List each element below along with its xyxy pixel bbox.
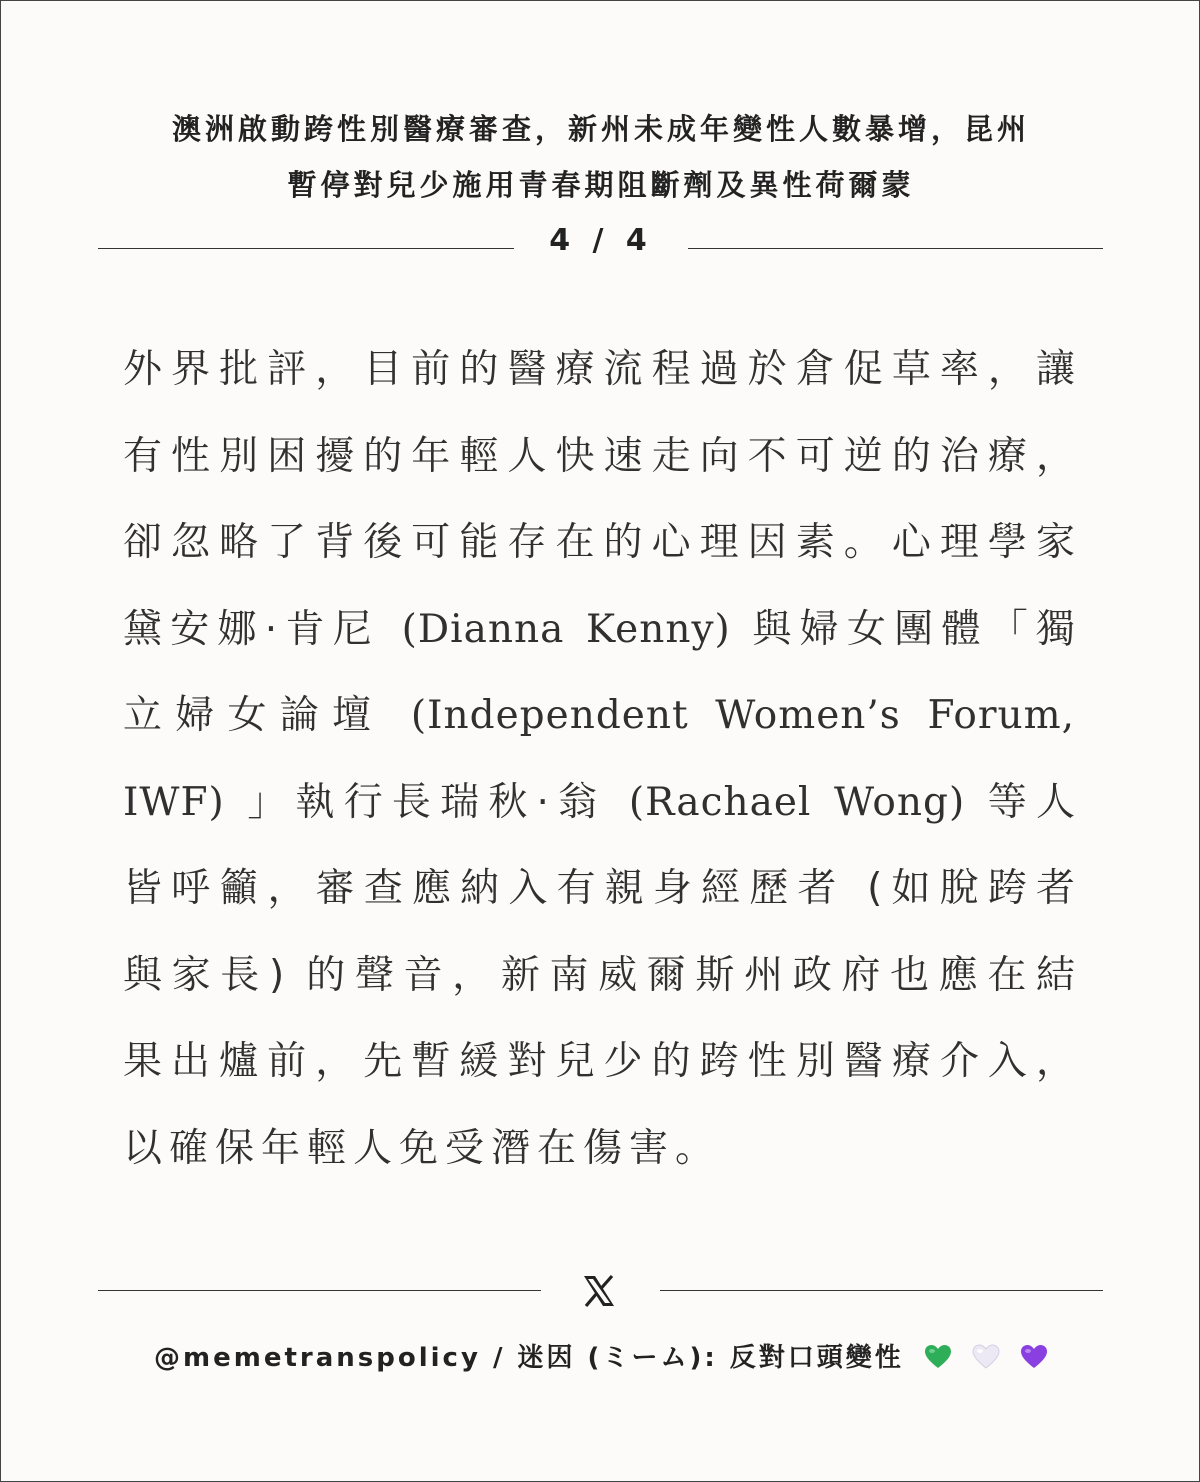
article-body bbox=[123, 327, 1075, 1192]
body-line: 以確保年輕人免受潛在傷害。 bbox=[123, 1125, 722, 1171]
divider-left-top bbox=[98, 248, 514, 249]
divider-right-bottom bbox=[660, 1290, 1103, 1291]
body-line: 卻忽略了背後可能存在的心理因素。心理學家 bbox=[123, 520, 1075, 565]
page-title bbox=[101, 101, 1101, 213]
body-line: 黛安娜·肯尼 (Dianna Kenny) 與婦女團體「獨 bbox=[123, 606, 1075, 652]
footer-credit bbox=[101, 1337, 1101, 1374]
footer-handle: @memetranspolicy / 迷因 (ミーム): 反對口頭變性 bbox=[154, 1343, 904, 1373]
purple-heart-icon bbox=[1020, 1344, 1048, 1370]
title-line-1: 澳洲啟動跨性別醫療審查，新州未成年變性人數暴增，昆州 bbox=[171, 112, 1030, 146]
body-line: 外界批評，目前的醫療流程過於倉促草率，讓 bbox=[123, 347, 1075, 392]
body-line: 有性別困擾的年輕人快速走向不可逆的治療， bbox=[123, 433, 1075, 479]
green-heart-icon bbox=[924, 1344, 952, 1370]
divider-right-top bbox=[688, 248, 1103, 249]
title-line-2: 暫停對兒少施用青春期阻斷劑及異性荷爾蒙 bbox=[287, 168, 915, 202]
page-indicator: 4 / 4 bbox=[549, 223, 653, 258]
body-line: 與家長) 的聲音，新南威爾斯州政府也應在結 bbox=[123, 952, 1075, 998]
divider-left-bottom bbox=[98, 1290, 541, 1291]
x-logo-icon bbox=[581, 1273, 617, 1309]
body-line: 皆呼籲，審查應納入有親身經歷者 (如脫跨者 bbox=[123, 866, 1075, 911]
body-line: 果出爐前，先暫緩對兒少的跨性別醫療介入， bbox=[123, 1039, 1075, 1084]
white-heart-icon bbox=[972, 1344, 1000, 1370]
body-line: 立婦女論壇 (Independent Women’s Forum, bbox=[123, 693, 1075, 738]
body-line: IWF) 」執行長瑞秋·翁 (Rachael Wong) 等人 bbox=[123, 779, 1075, 825]
